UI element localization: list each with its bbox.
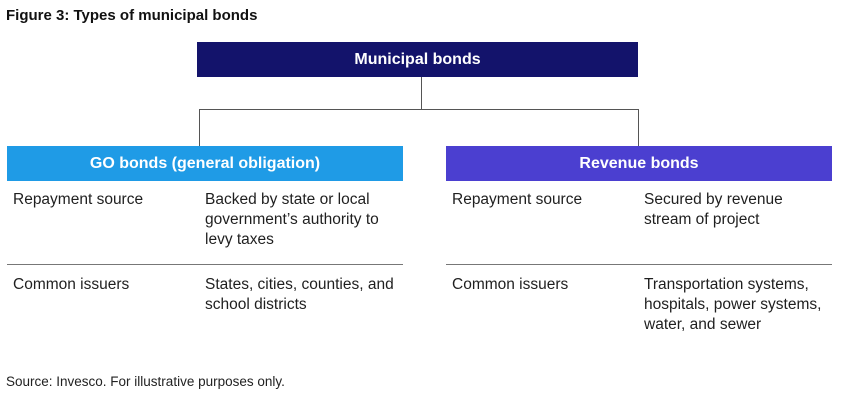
revenue-repayment-source-label: Repayment source [452,191,583,208]
go-repayment-source-label: Repayment source [13,191,144,208]
connector-root-stem [421,77,422,109]
connector-horizontal [199,109,639,110]
figure-title: Figure 3: Types of municipal bonds [6,7,258,24]
connector-left-drop [199,109,200,146]
go-common-issuers-value: States, cities, counties, and school districts [205,276,394,313]
municipal-bonds-label: Municipal bonds [354,50,481,68]
go-common-issuers-label: Common issuers [13,276,130,293]
source-note: Source: Invesco. For illustrative purposes only. [6,374,285,389]
go-bonds-box [7,146,403,181]
go-bonds-label: GO bonds (general obligation) [89,154,321,172]
municipal-bonds-box [197,42,638,77]
revenue-bonds-box [446,146,832,181]
revenue-common-issuers-value: Transportation systems, hospitals, power systems, water, and sewer [644,276,822,333]
revenue-bonds-label: Revenue bonds [579,154,699,172]
go-row-divider [7,264,403,265]
revenue-row-divider [446,264,832,265]
revenue-repayment-source-value: Secured by revenue stream of project [644,191,783,228]
revenue-common-issuers-label: Common issuers [452,276,569,293]
connector-right-drop [638,109,639,146]
go-repayment-source-value: Backed by state or local government’s authority to levy taxes [205,191,379,248]
